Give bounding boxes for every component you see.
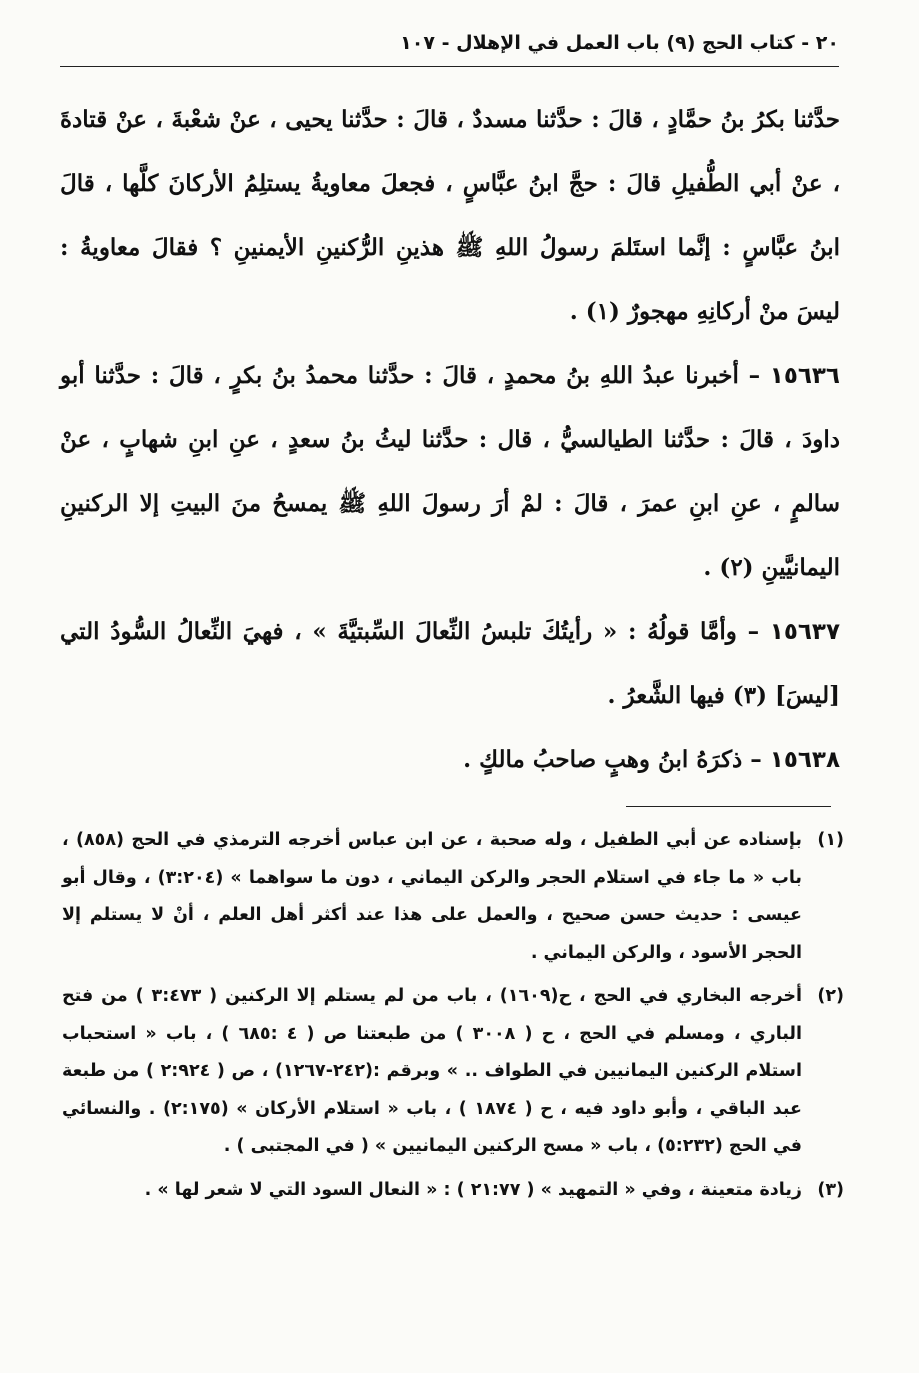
paragraph-15638 — [60, 728, 840, 792]
paragraph-15637 — [60, 600, 840, 728]
footnote-1 — [62, 822, 844, 972]
footnote-2 — [62, 978, 844, 1166]
footnote-mark: (٢) — [817, 986, 844, 1006]
footnote-text: زيادة متعينة ، وفي « التمهيد » ( ٢١:٧٧ ) : « النعال السود التي لا شعر لها » . — [144, 1179, 802, 1200]
paragraph-text: وأمَّا قولُهُ : « رأيتُكَ تلبسُ النِّعالَ السِّبتيَّةَ » ، فهيَ النِّعالُ السُّودُ التي [ليسَ] (٣) فيها الشَّعرُ . — [60, 618, 840, 709]
running-header — [60, 30, 839, 67]
paragraph-text: حدَّثنا بكرُ بنُ حمَّادٍ ، قالَ : حدَّثنا مسددٌ ، قالَ : حدَّثنا يحيى ، عنْ شعْبةَ ، عنْ قتادةَ ، عنْ أبي الطُّفيلِ قالَ : حجَّ ابنُ عبَّاسٍ ، فجعلَ معاويةُ يستلِمُ الأركانَ كلَّها ، قالَ ابنُ عبَّاسٍ : إنَّما استَلمَ رسولُ اللهِ ﷺ هذينِ الرُّكنينِ الأيمنينِ ؟ فقالَ معاويةُ : ليسَ منْ أركانِهِ مهجورٌ (١) . — [60, 106, 840, 325]
footnote-mark: (١) — [817, 830, 844, 850]
hadith-number: ١٥٦٣٦ — [769, 363, 840, 389]
footnote-separator — [626, 806, 831, 807]
dash: – — [738, 362, 761, 389]
hadith-number: ١٥٦٣٨ — [769, 747, 840, 773]
main-text — [60, 88, 840, 792]
dash: – — [742, 746, 762, 773]
hadith-number: ١٥٦٣٧ — [769, 619, 840, 645]
paragraph-intro — [60, 88, 840, 344]
paragraph-text: أخبرنا عبدُ اللهِ بنُ محمدٍ ، قالَ : حدَّثنا محمدُ بنُ بكرٍ ، قالَ : حدَّثنا أبو داودَ ، قالَ : حدَّثنا الطيالسيُّ ، قال : حدَّثنا ليثُ بنُ سعدٍ ، عنِ ابنِ شهابٍ ، عنْ سالمٍ ، عنِ ابنِ عمرَ ، قالَ : لمْ أرَ رسولَ اللهِ ﷺ يمسحُ منَ البيتِ إلا الركنينِ اليمانيَّينِ (٢) . — [60, 362, 840, 581]
header-text: ٢٠ - كتاب الحج (٩) باب العمل في الإهلال - ١٠٧ — [400, 32, 839, 54]
paragraph-text: ذكرَهُ ابنُ وهبٍ صاحبُ مالكٍ . — [463, 746, 743, 773]
footnotes — [62, 822, 844, 1215]
dash: – — [736, 618, 760, 645]
footnote-text: أخرجه البخاري في الحج ، ح(١٦٠٩) ، باب من لم يستلم إلا الركنين ( ٣:٤٧٣ ) من فتح الباري ، ومسلم في الحج ، ح ( ٣٠٠٨ ) من طبعتنا ص ( ٤ :٦٨٥ ) ، باب « استحباب استلام الركنين اليمانيين في الطواف .. » وبرقم :(٢٤٢-١٢٦٧) ، ص ( ٢:٩٢٤ ) من طبعة عبد الباقي ، وأبو داود فيه ، ح ( ١٨٧٤ ) ، باب « استلام الأركان » (٢:١٧٥) . والنسائي في الحج (٥:٢٣٢) ، باب « مسح الركنين اليمانيين » ( في المجتبى ) . — [62, 986, 803, 1156]
footnote-text: بإسناده عن أبي الطفيل ، وله صحبة ، عن ابن عباس أخرجه الترمذي في الحج (٨٥٨) ، باب « ما جاء في استلام الحجر والركن اليماني ، دون ما سواهما » (٣:٢٠٤) ، وقال أبو عيسى : حديث حسن صحيح ، والعمل على هذا عند أكثر أهل العلم ، أنْ لا يستلم إلا الحجر الأسود ، والركن اليماني . — [62, 830, 802, 963]
footnote-3 — [62, 1172, 844, 1210]
paragraph-15636 — [60, 344, 840, 600]
footnote-mark: (٣) — [817, 1179, 844, 1200]
